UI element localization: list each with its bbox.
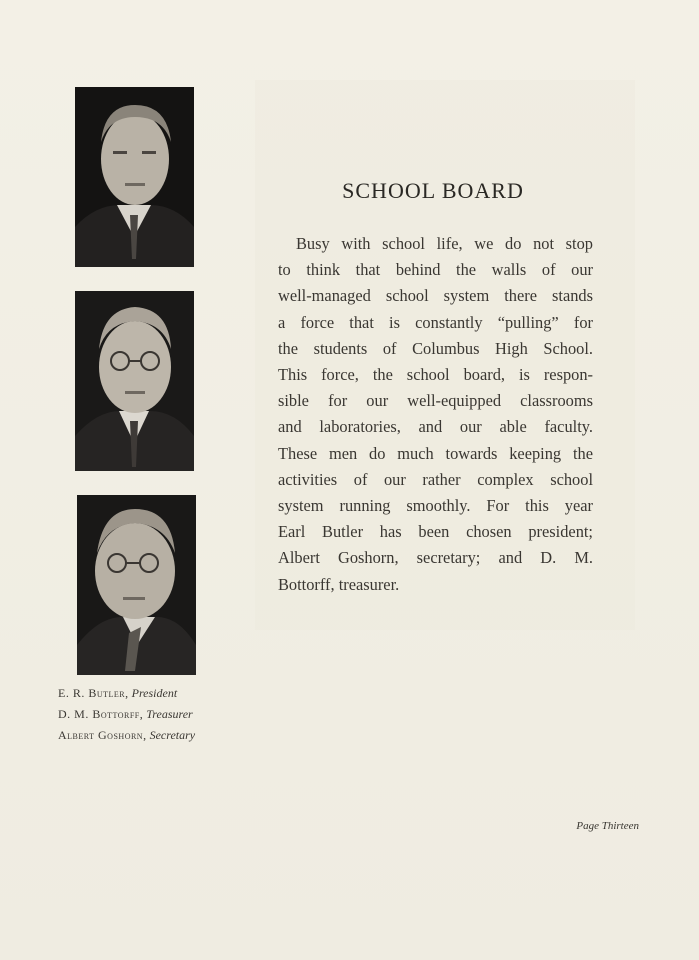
caption-role: Secretary — [149, 728, 196, 742]
body-line: Albert Goshorn, secretary; and D. M. — [278, 548, 593, 568]
caption-name: Albert Goshorn, — [58, 728, 147, 742]
caption-role: President — [131, 686, 178, 700]
body-line: well-managed school system there stands — [278, 286, 593, 306]
caption-role: Treasurer — [146, 707, 193, 721]
photo-captions — [58, 683, 238, 746]
body-line: system running smoothly. For this year — [278, 496, 593, 516]
portrait-photo-treasurer — [75, 291, 194, 471]
body-line: a force that is constantly “pulling” for — [278, 312, 593, 332]
body-line: to think that behind the walls of our — [278, 260, 593, 280]
page-title: SCHOOL BOARD — [342, 178, 524, 203]
body-line: This force, the school board, is respon- — [278, 365, 593, 385]
body-line: and laboratories, and our able faculty. — [278, 417, 593, 437]
body-line: Busy with school life, we do not stop — [296, 234, 593, 253]
body-line: the students of Columbus High School. — [278, 338, 593, 358]
body-line: Bottorff, treasurer. — [278, 574, 400, 594]
body-line: These men do much towards keeping the — [278, 443, 593, 463]
caption-name: D. M. Bottorff, — [58, 707, 144, 721]
caption-name: E. R. Butler, — [58, 686, 129, 700]
body-paragraph — [278, 231, 593, 598]
portrait-photo-secretary — [77, 495, 196, 675]
caption-president — [58, 683, 238, 704]
caption-secretary — [58, 725, 238, 746]
body-line: activities of our rather complex school — [278, 469, 593, 489]
page-number: Page Thirteen — [576, 820, 639, 832]
caption-treasurer — [58, 704, 238, 725]
body-line: Earl Butler has been chosen president; — [278, 522, 593, 542]
body-line: sible for our well-equipped classrooms — [278, 391, 593, 411]
portrait-photo-president — [75, 87, 194, 267]
